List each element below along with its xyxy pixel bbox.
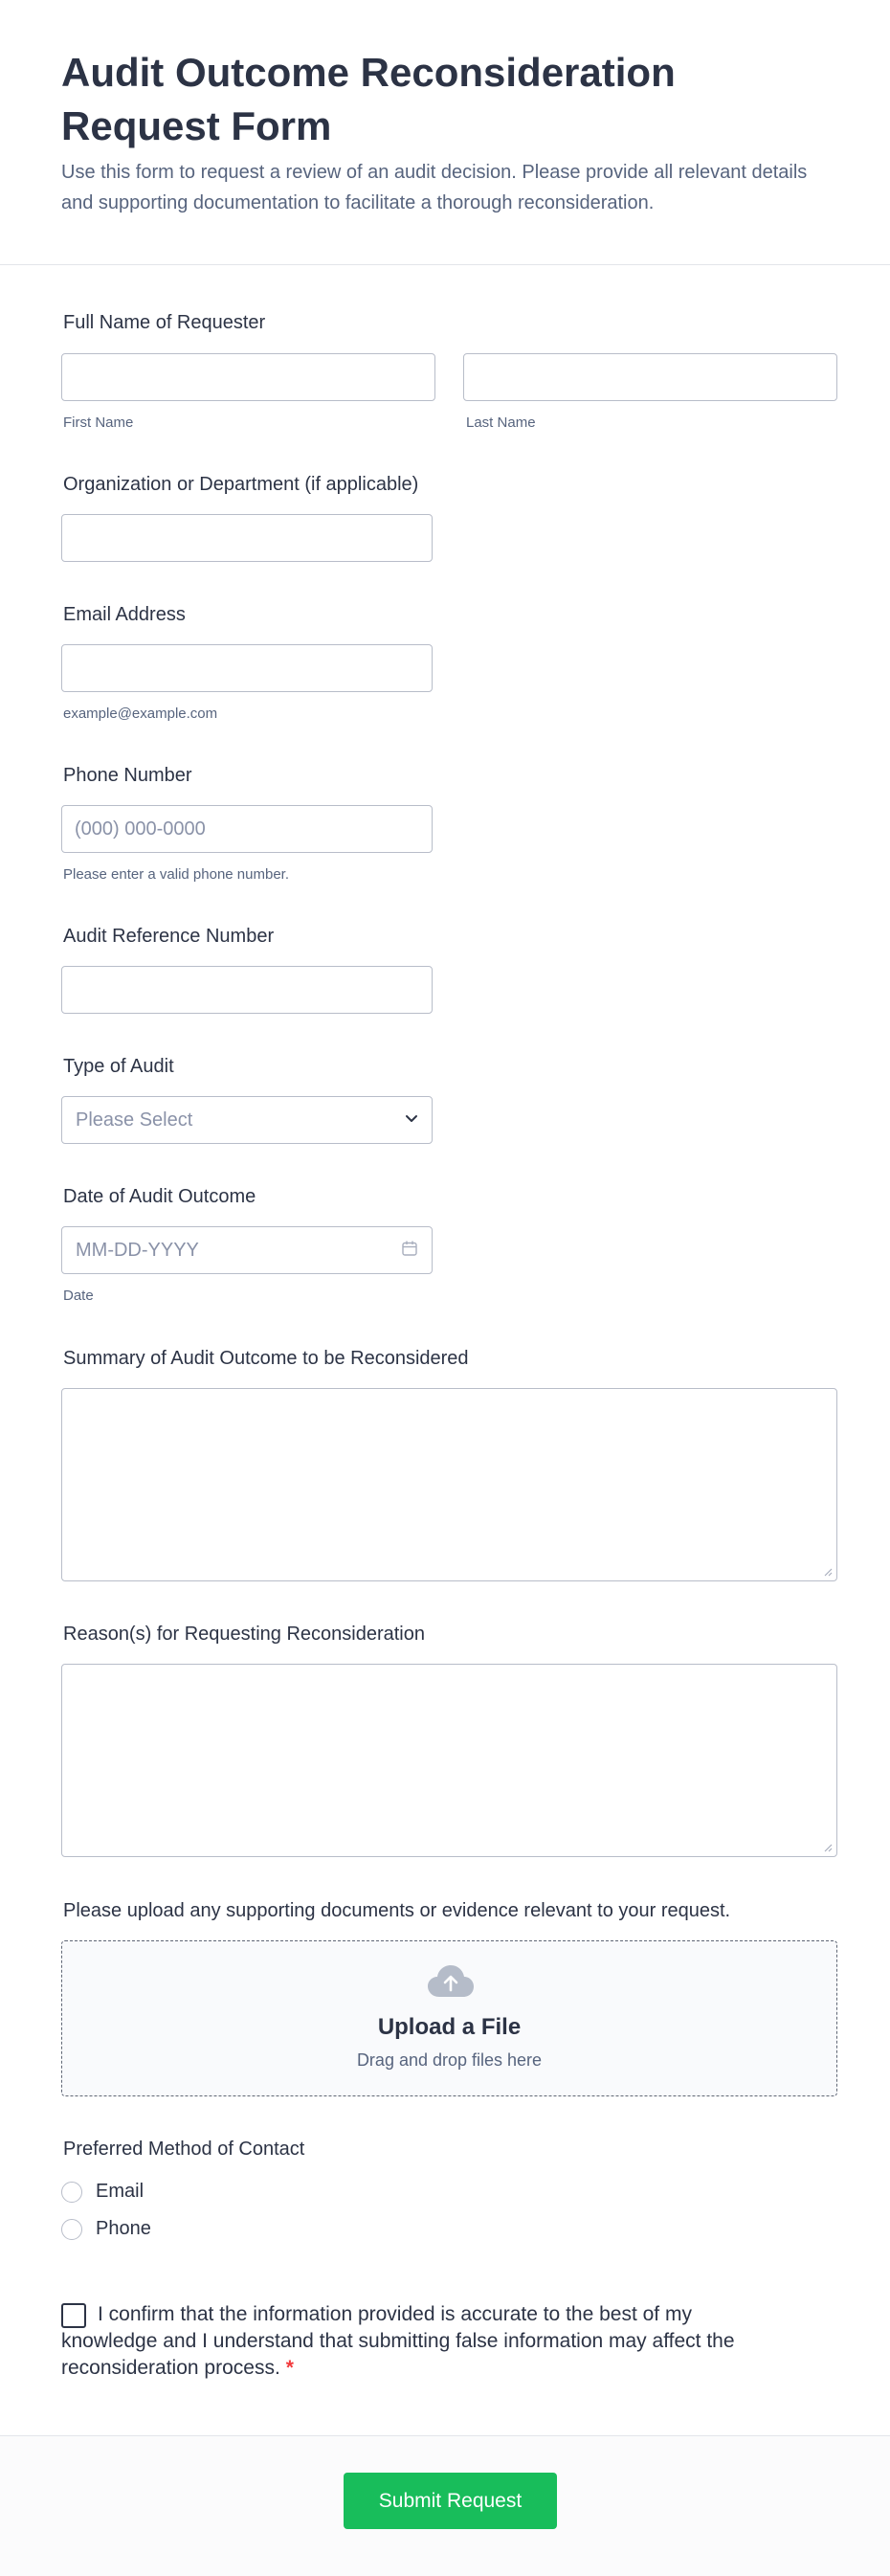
audit-reference-input[interactable] [61,966,433,1014]
contact-option-email-label: Email [96,2181,145,2202]
reasons-textarea[interactable] [61,1664,837,1857]
resize-handle-icon[interactable] [823,1843,833,1852]
email-label: Email Address [63,604,186,625]
phone-label: Phone Number [63,765,192,786]
audit-date-placeholder: MM-DD-YYYY [76,1239,199,1261]
upload-title: Upload a File [377,2014,522,2040]
upload-subtitle: Drag and drop files here [356,2050,543,2070]
cloud-upload-icon [427,1964,475,2004]
organization-label: Organization or Department (if applicable) [63,474,419,495]
last-name-sublabel: Last Name [466,414,536,431]
audit-type-label: Type of Audit [63,1056,174,1077]
form-subtitle: Use this form to request a review of an audit decision. Please provide all relevant details and supporting documentation to facilitate a thorough reconsideration. [61,162,808,213]
submit-request-button[interactable]: Submit Request [344,2473,557,2529]
audit-date-label: Date of Audit Outcome [63,1186,256,1207]
reasons-label: Reason(s) for Requesting Reconsideration [63,1624,425,1645]
calendar-icon[interactable] [401,1240,418,1262]
audit-type-placeholder: Please Select [76,1109,193,1131]
audit-type-select[interactable] [61,1096,433,1144]
audit-date-input[interactable] [61,1226,433,1274]
header-divider [0,264,890,265]
summary-label: Summary of Audit Outcome to be Reconsidered [63,1348,469,1369]
summary-textarea[interactable] [61,1388,837,1581]
email-input[interactable] [61,644,433,692]
upload-label: Please upload any supporting documents or evidence relevant to your request. [63,1900,731,1921]
contact-option-phone-label: Phone [96,2218,151,2239]
first-name-sublabel: First Name [63,414,134,431]
phone-sublabel: Please enter a valid phone number. [63,866,289,883]
form-title: Audit Outcome Reconsideration Request Form [61,50,676,148]
first-name-input[interactable] [61,353,435,401]
confirm-statement [61,2301,789,2382]
radio-button-phone[interactable] [61,2219,82,2240]
organization-input[interactable] [61,514,433,562]
audit-date-sublabel: Date [63,1288,94,1304]
phone-input[interactable] [61,805,433,853]
last-name-input[interactable] [463,353,837,401]
radio-button-email[interactable] [61,2182,82,2203]
confirm-text: I confirm that the information provided is accurate to the best of my knowledge and I understand that submitting false information may affect the reconsideration process. [61,2303,735,2379]
resize-handle-icon[interactable] [823,1567,833,1577]
form-header [61,46,827,218]
contact-method-label: Preferred Method of Contact [63,2139,305,2160]
full-name-label: Full Name of Requester [63,312,266,333]
audit-reference-label: Audit Reference Number [63,926,275,947]
file-upload-dropzone[interactable] [61,1940,837,2096]
required-mark: * [285,2357,294,2379]
chevron-down-icon [405,1111,418,1129]
contact-option-phone[interactable] [61,2218,151,2240]
email-sublabel: example@example.com [63,706,218,722]
contact-option-email[interactable] [61,2181,144,2203]
